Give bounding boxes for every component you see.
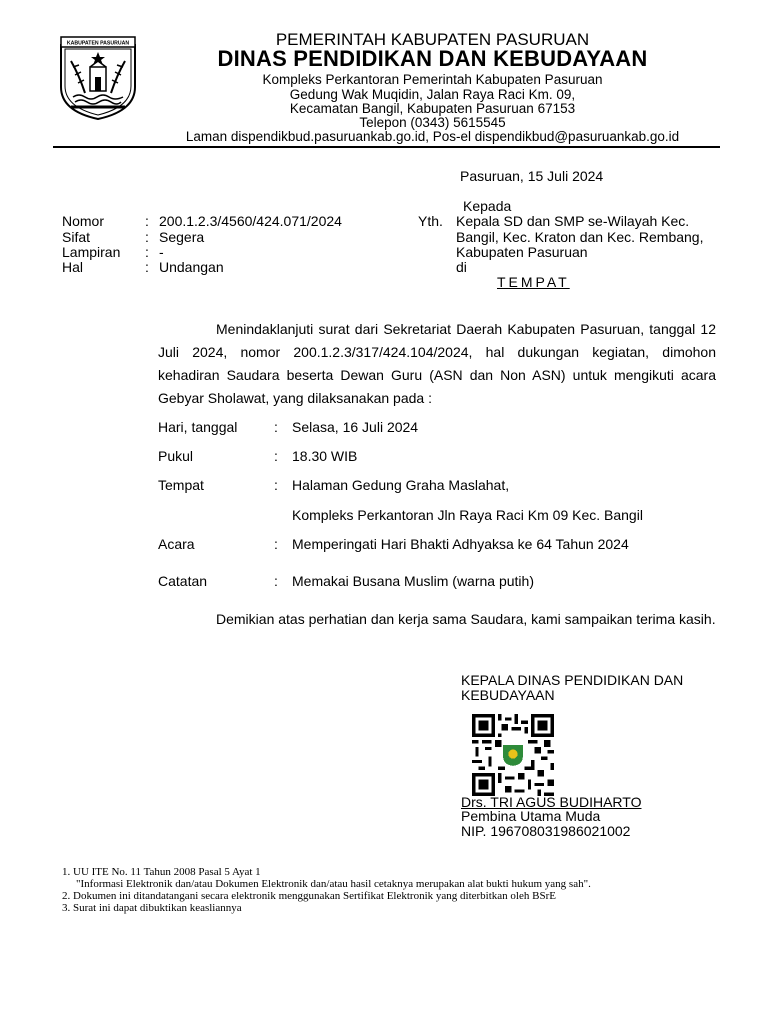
kop-instansi: DINAS PENDIDIKAN DAN KEBUDAYAAN bbox=[217, 46, 648, 71]
signatory-rank: Pembina Utama Muda bbox=[461, 808, 601, 824]
kop-alamat-3: Kecamatan Bangil, Kabupaten Pasuruan 67153 bbox=[289, 101, 576, 116]
signatory-name: Drs. TRI AGUS BUDIHARTO bbox=[461, 794, 642, 810]
signatory-title-1: KEPALA DINAS PENDIDIKAN DAN bbox=[461, 672, 684, 688]
detail-value-hari: Selasa, 16 Juli 2024 bbox=[292, 419, 419, 435]
detail-colon: : bbox=[274, 573, 278, 589]
detail-colon: : bbox=[274, 419, 278, 435]
meta-label: Nomor bbox=[62, 213, 105, 229]
recipient-line-3: Kabupaten Pasuruan bbox=[456, 244, 588, 260]
kepada-label: Kepada bbox=[463, 198, 512, 214]
meta-label: Hal bbox=[62, 259, 84, 275]
detail-colon: : bbox=[274, 448, 278, 464]
detail-value-catatan: Memakai Busana Muslim (warna putih) bbox=[292, 573, 534, 589]
footnote-3: 3. Surat ini dapat dibuktikan keasliannya bbox=[62, 902, 242, 914]
kop-alamat-2: Gedung Wak Muqidin, Jalan Raya Raci Km. 09, bbox=[289, 87, 576, 102]
meta-colon: : bbox=[145, 229, 149, 245]
meta-label: Lampiran bbox=[62, 244, 121, 260]
logo-banner-text: KABUPATEN PASURUAN bbox=[66, 40, 130, 47]
detail-label: Hari, tanggal bbox=[158, 419, 238, 435]
body-paragraph-1: Menindaklanjuti surat dari Sekretariat Daerah Kabupaten Pasuruan, tanggal 12 Juli 2024, nomor 200.1.2.3/317/424.104/2024, hal dukungan kegiatan, dimohon kehadiran Saudara beserta Dewan Guru (ASN dan Non ASN) untuk mengikuti acara Gebyar Sholawat, yang dilaksanakan pada : bbox=[158, 321, 716, 406]
footnote-2: 2. Dokumen ini ditandatangani secara elektronik menggunakan Sertifikat Elektronik yang diterbitkan oleh BSrE bbox=[62, 890, 556, 902]
detail-colon: : bbox=[274, 536, 278, 552]
letter-date: Pasuruan, 15 Juli 2024 bbox=[460, 168, 604, 184]
detail-colon: : bbox=[274, 477, 278, 493]
meta-value-nomor: 200.1.2.3/4560/424.071/2024 bbox=[159, 213, 342, 229]
meta-value-sifat: Segera bbox=[159, 229, 205, 245]
meta-label: Sifat bbox=[62, 229, 91, 245]
footnote-1-quote: "Informasi Elektronik dan/atau Dokumen Elektronik dan/atau hasil cetaknya merupakan alat bukti hukum yang sah". bbox=[76, 878, 591, 890]
coat-of-arms-icon bbox=[57, 35, 139, 121]
recipient-line-2: Bangil, Kec. Kraton dan Kec. Rembang, bbox=[456, 229, 704, 245]
detail-label: Tempat bbox=[158, 477, 204, 493]
recipient-line-4: di bbox=[456, 259, 467, 275]
detail-label: Catatan bbox=[158, 573, 208, 589]
yth-label: Yth. bbox=[418, 213, 443, 229]
meta-colon: : bbox=[145, 244, 149, 260]
kop-telepon: Telepon (0343) 5615545 bbox=[359, 115, 506, 130]
kop-laman: Laman dispendikbud.pasuruankab.go.id, Pos-el dispendikbud@pasuruankab.go.id bbox=[185, 129, 680, 144]
meta-colon: : bbox=[145, 213, 149, 229]
recipient-line-1: Kepala SD dan SMP se-Wilayah Kec. bbox=[456, 213, 690, 229]
kop-pemerintah: PEMERINTAH KABUPATEN PASURUAN bbox=[275, 30, 590, 49]
meta-value-hal: Undangan bbox=[159, 259, 224, 275]
meta-colon: : bbox=[145, 259, 149, 275]
signatory-nip: NIP. 196708031986021002 bbox=[461, 823, 631, 839]
kop-divider bbox=[53, 146, 720, 148]
detail-label: Pukul bbox=[158, 448, 194, 464]
detail-value-pukul: 18.30 WIB bbox=[292, 448, 358, 464]
detail-value-tempat-2: Kompleks Perkantoran Jln Raya Raci Km 09 Kec. Bangil bbox=[292, 507, 643, 523]
detail-value-tempat: Halaman Gedung Graha Maslahat, bbox=[292, 477, 510, 493]
signatory-title-2: KEBUDAYAAN bbox=[461, 687, 555, 703]
footnote-1: 1. UU ITE No. 11 Tahun 2008 Pasal 5 Ayat 1 bbox=[62, 866, 261, 878]
body-closing: Demikian atas perhatian dan kerja sama Saudara, kami sampaikan terima kasih. bbox=[216, 611, 716, 627]
qr-code-icon[interactable] bbox=[472, 714, 554, 796]
recipient-tempat: TEMPAT bbox=[497, 274, 570, 290]
detail-value-acara: Memperingati Hari Bhakti Adhyaksa ke 64 Tahun 2024 bbox=[292, 536, 629, 552]
kop-alamat-1: Kompleks Perkantoran Pemerintah Kabupaten Pasuruan bbox=[262, 72, 603, 87]
detail-label: Acara bbox=[158, 536, 195, 552]
meta-value-lampiran: - bbox=[159, 244, 164, 260]
